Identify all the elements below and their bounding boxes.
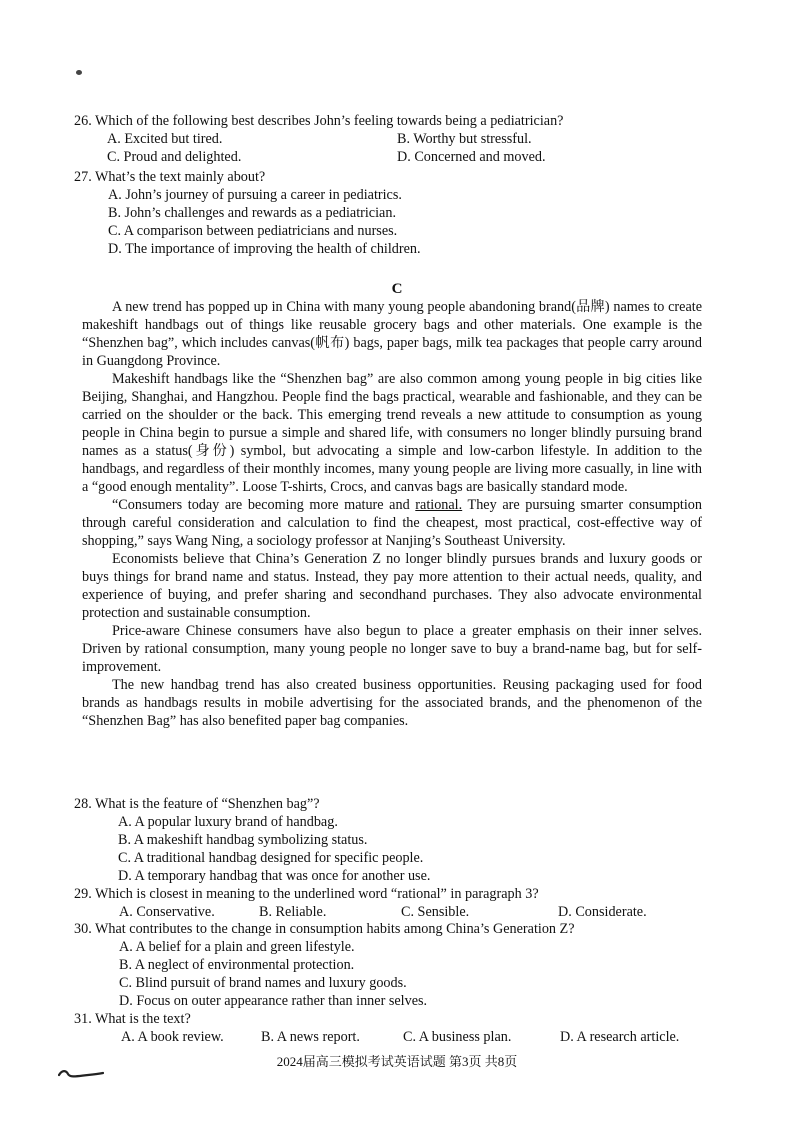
option-c: C. A traditional handbag designed for specific people. bbox=[118, 850, 424, 866]
paragraph-5: Price-aware Chinese consumers have also begun to place a greater emphasis on their inner selves. Driven by rational consumption, many young people no longer save to buy a brand-name bag, but for self-improvement. bbox=[82, 623, 702, 675]
paragraph-3 bbox=[82, 496, 702, 550]
question-28 bbox=[74, 795, 714, 885]
option-c: C. Sensible. bbox=[401, 904, 470, 920]
option-c: C. A business plan. bbox=[403, 1029, 512, 1045]
section-heading: C bbox=[391, 281, 403, 297]
question-stem: 30. What contributes to the change in consumption habits among China’s Generation Z? bbox=[74, 921, 575, 937]
question-stem: 28. What is the feature of “Shenzhen bag”? bbox=[74, 796, 320, 812]
question-27 bbox=[74, 168, 714, 258]
question-stem: 27. What’s the text mainly about? bbox=[74, 169, 266, 185]
option-a: A. John’s journey of pursuing a career in pediatrics. bbox=[108, 187, 402, 203]
question-29 bbox=[74, 885, 714, 921]
pen-scribble-icon bbox=[58, 1068, 104, 1078]
reading-passage bbox=[82, 298, 702, 730]
question-stem: 31. What is the text? bbox=[74, 1011, 191, 1027]
paragraph-1: A new trend has popped up in China with many young people abandoning brand(品牌) names to create makeshift handbags out of things like reusable grocery bags and other materials. One example is the “Shenzhen bag”, which includes canvas(帆布) bags, paper bags, milk tea packages that people carry around in Guangdong Province. bbox=[82, 299, 702, 369]
option-a: A. A belief for a plain and green lifestyle. bbox=[119, 939, 355, 955]
option-b: B. A news report. bbox=[261, 1029, 360, 1045]
option-b: B. Worthy but stressful. bbox=[397, 131, 532, 147]
paragraph-6: The new handbag trend has also created business opportunities. Reusing packaging used for food brands as handbags results in mobile advertising for the associated brands, and the phenomenon of the “Shenzhen Bag” has also benefited paper bag companies. bbox=[82, 677, 702, 729]
question-26 bbox=[74, 112, 714, 166]
option-b: B. A neglect of environmental protection. bbox=[119, 957, 355, 973]
option-a: A. Excited but tired. bbox=[107, 131, 223, 147]
option-b: B. A makeshift handbag symbolizing status. bbox=[118, 832, 368, 848]
question-stem: 29. Which is closest in meaning to the underlined word “rational” in paragraph 3? bbox=[74, 886, 539, 902]
paragraph-3-end: They are pursuing smarter consumption through careful consideration and calculation to find the cheapest, most practical, cost-effective way of shopping,” says Wang Ning, a sociology professor at Nanjing’s Southeast University. bbox=[82, 497, 702, 549]
option-c: C. Blind pursuit of brand names and luxury goods. bbox=[119, 975, 407, 991]
question-stem: 26. Which of the following best describes John’s feeling towards being a pediatrician? bbox=[74, 113, 564, 129]
option-d: D. A temporary handbag that was once for another use. bbox=[118, 868, 431, 884]
paragraph-2: Makeshift handbags like the “Shenzhen bag” are also common among young people in big cities like Beijing, Shanghai, and Hangzhou. People find the bags practical, wearable and fashionable, and they can be carried on the shoulder or the back. This emerging trend reveals a new attitude to consumption as young people in China begin to pursue a simple and shared life, with consumers no longer blindly pursuing brand names as a status(身份) symbol, but advocating a simple and low-carbon lifestyle. In addition to the handbags, and regardless of their monthly incomes, many young people are living more casually, in line with a “good enough mentality”. Loose T-shirts, Crocs, and canvas bags are basically standard mode. bbox=[82, 371, 702, 495]
option-d: D. Considerate. bbox=[558, 904, 647, 920]
option-a: A. Conservative. bbox=[119, 904, 215, 920]
option-b: B. John’s challenges and rewards as a pediatrician. bbox=[108, 205, 396, 221]
option-d: D. The importance of improving the health of children. bbox=[108, 241, 421, 257]
option-d: D. A research article. bbox=[560, 1029, 680, 1045]
underlined-word: rational. bbox=[415, 497, 463, 513]
paragraph-3-start: “Consumers today are becoming more mature and bbox=[112, 497, 416, 513]
option-a: A. A book review. bbox=[121, 1029, 224, 1045]
option-d: D. Concerned and moved. bbox=[397, 149, 546, 165]
ink-dot bbox=[76, 70, 82, 75]
page-footer: 2024届高三模拟考试英语试题 第3页 共8页 bbox=[276, 1054, 518, 1069]
question-31 bbox=[74, 1010, 714, 1046]
option-d: D. Focus on outer appearance rather than inner selves. bbox=[119, 993, 428, 1009]
option-b: B. Reliable. bbox=[259, 904, 327, 920]
option-c: C. A comparison between pediatricians and nurses. bbox=[108, 223, 398, 239]
question-30 bbox=[74, 920, 714, 1010]
option-c: C. Proud and delighted. bbox=[107, 149, 242, 165]
paragraph-4: Economists believe that China’s Generation Z no longer blindly pursues brands and luxury goods or buys things for brand name and status. Instead, they pay more attention to their actual needs, quality, and experience of buying, and prefer sharing and secondhand purchases. They also advocate environmental protection and sustainable consumption. bbox=[82, 551, 702, 621]
option-a: A. A popular luxury brand of handbag. bbox=[118, 814, 338, 830]
